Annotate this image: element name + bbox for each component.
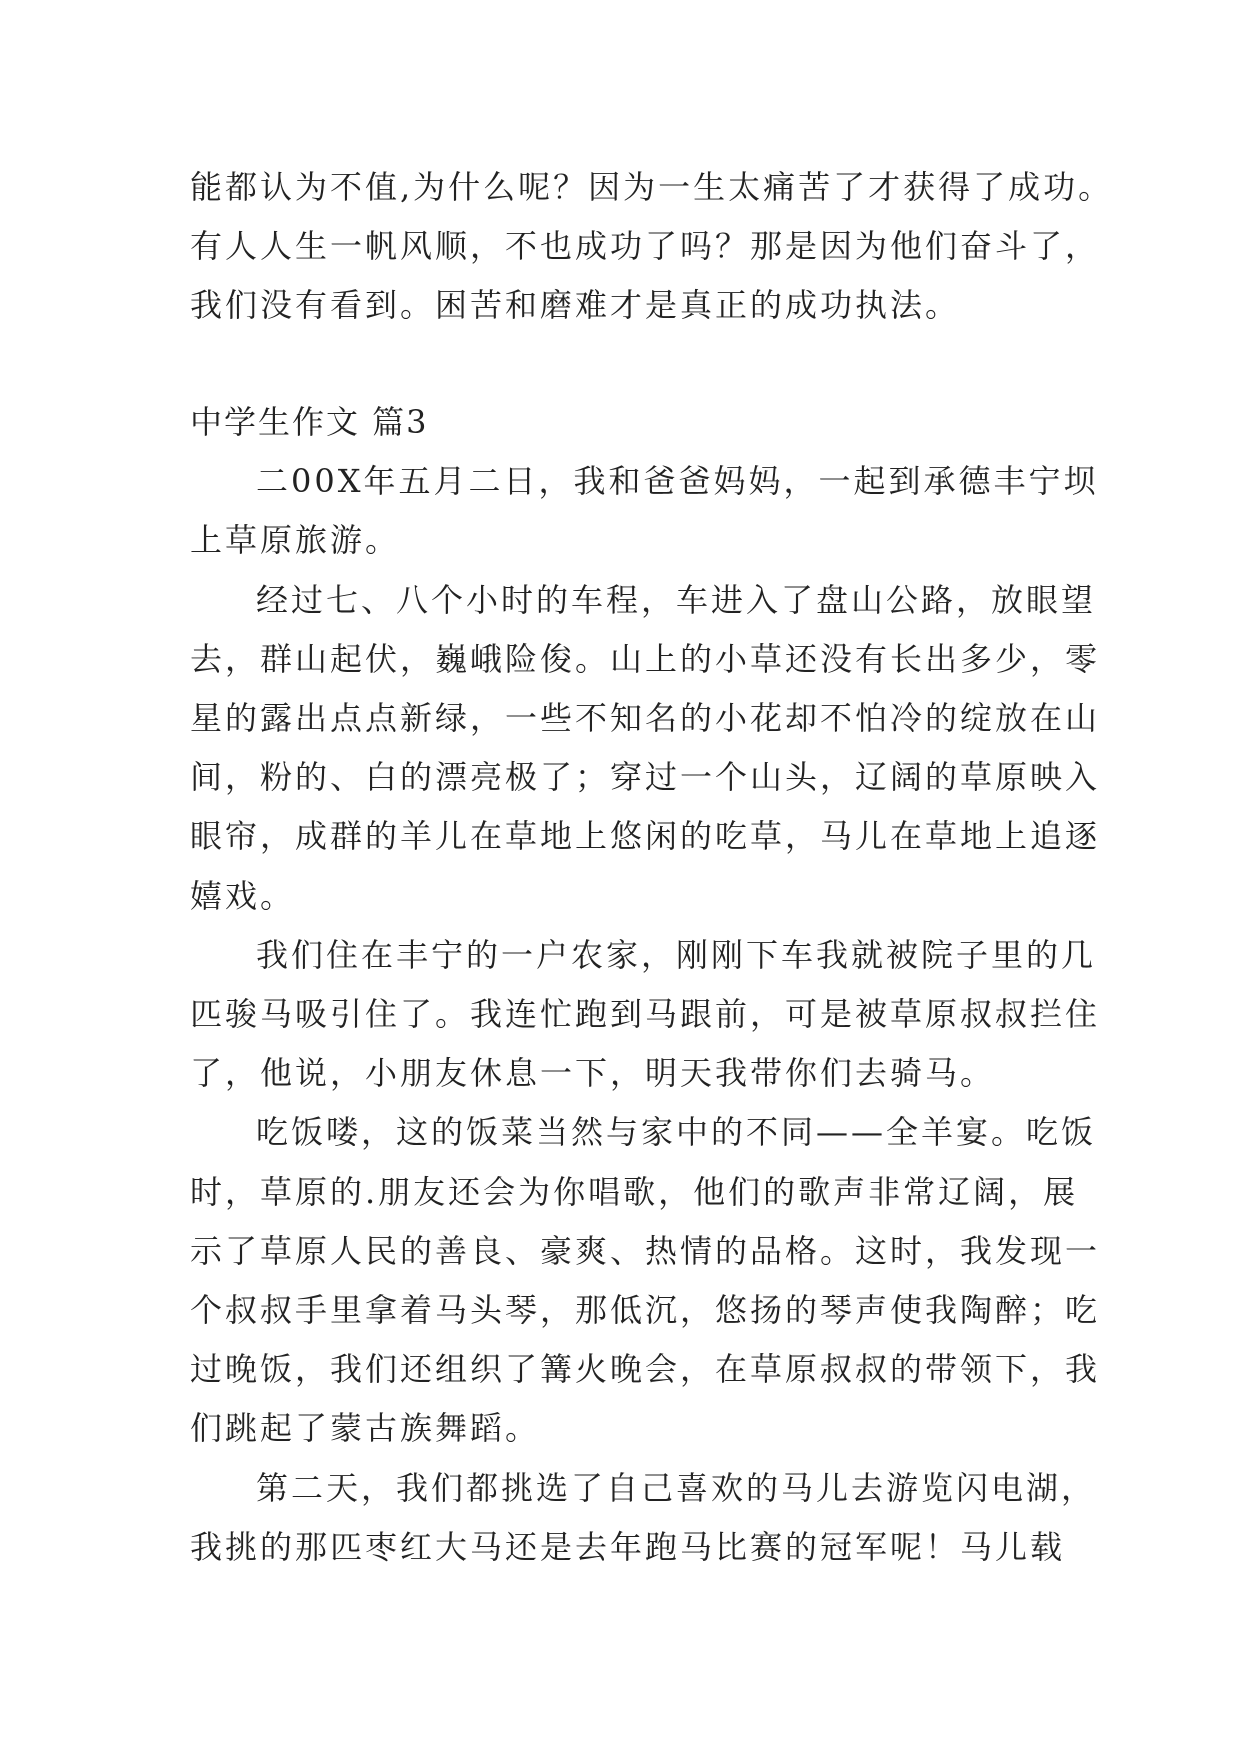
text-line: 匹骏马吸引住了。我连忙跑到马跟前，可是被草原叔叔拦住 [190, 995, 1101, 1033]
text-line: 间，粉的、白的漂亮极了；穿过一个山头，辽阔的草原映入 [190, 758, 1101, 796]
text-line: 们跳起了蒙古族舞蹈。 [190, 1409, 541, 1447]
text-line: 我们住在丰宁的一户农家，刚刚下车我就被院子里的几 [256, 936, 1097, 974]
text-line: 吃饭喽，这的饭菜当然与家中的不同——全羊宴。吃饭 [256, 1113, 1097, 1151]
text-line: 了，他说，小朋友休息一下，明天我带你们去骑马。 [190, 1054, 996, 1092]
text-line: 时，草原的.朋友还会为你唱歌，他们的歌声非常辽阔，展 [190, 1173, 1079, 1211]
text-line: 第二天，我们都挑选了自己喜欢的马儿去游览闪电湖， [256, 1469, 1097, 1507]
text-line: 二00X年五月二日，我和爸爸妈妈，一起到承德丰宁坝 [256, 462, 1099, 500]
text-line: 个叔叔手里拿着马头琴，那低沉，悠扬的琴声使我陶醉；吃 [190, 1291, 1101, 1329]
text-line: 星的露出点点新绿，一些不知名的小花却不怕冷的绽放在山 [190, 699, 1101, 737]
text-line: 我们没有看到。困苦和磨难才是真正的成功执法。 [190, 286, 961, 324]
text-line: 上草原旅游。 [190, 521, 401, 559]
text-line: 眼帘，成群的羊儿在草地上悠闲的吃草，马儿在草地上追逐 [190, 817, 1101, 855]
text-line: 我挑的那匹枣红大马还是去年跑马比赛的冠军呢！马儿载 [190, 1528, 1066, 1566]
text-line: 能都认为不值,为什么呢？因为一生太痛苦了才获得了成功。 [190, 168, 1114, 206]
text-line: 过晚饭，我们还组织了篝火晚会，在草原叔叔的带领下，我 [190, 1350, 1101, 1388]
text-line: 示了草原人民的善良、豪爽、热情的品格。这时，我发现一 [190, 1232, 1101, 1270]
section-heading: 中学生作文 篇3 [190, 403, 429, 441]
text-line: 经过七、八个小时的车程，车进入了盘山公路，放眼望 [256, 581, 1097, 619]
text-line: 有人人生一帆风顺，不也成功了吗？那是因为他们奋斗了， [190, 227, 1101, 265]
text-line: 嬉戏。 [190, 877, 296, 915]
text-line: 去，群山起伏，巍峨险俊。山上的小草还没有长出多少，零 [190, 640, 1101, 678]
